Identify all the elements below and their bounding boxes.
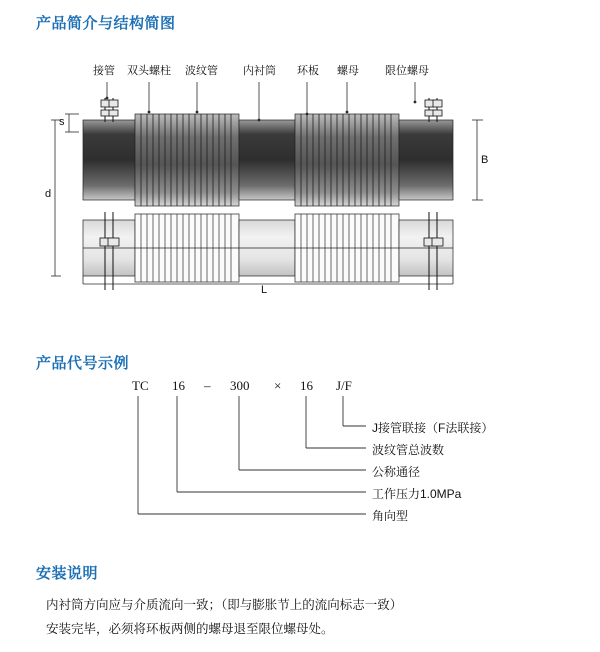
callout-label-liner: 内衬筒 [243,65,276,77]
dimension-label-l: L [261,284,268,296]
code-token-dash: – [204,378,211,393]
section-title-structure: 产品简介与结构简图 [36,15,176,32]
callout-label-limit-nut: 限位螺母 [385,65,429,77]
code-token-pressure: 16 [172,378,185,393]
code-desc-angular-type: 角向型 [372,509,409,523]
code-token-multiply: × [274,378,282,393]
install-note-1: 内衬筒方向应与介质流向一致；（即与膨胀节上的流向标志一致） [46,598,403,612]
product-code-diagram [36,378,564,538]
code-token-wave-count: 16 [300,378,313,393]
structure-diagram-svg [45,62,555,292]
callout-label-ring-plate: 环板 [297,65,319,77]
callout-label-stud-bolt: 双头螺柱 [127,65,171,77]
code-desc-nominal-diameter: 公称通径 [372,465,421,479]
code-desc-working-pressure: 工作压力1.0MPa [372,487,462,501]
callout-label-connecting-pipe: 接管 [93,65,115,77]
install-notes [46,596,566,644]
structure-diagram [45,62,555,296]
dimension-label-s: s [59,116,65,128]
dimension-label-b: B [481,154,489,166]
section-title-install: 安装说明 [36,565,99,582]
code-desc-wave-count: 波纹管总波数 [372,443,445,457]
install-note-2: 安装完毕，必须将环板两侧的螺母退至限位螺母处。 [46,622,334,636]
callout-label-nut: 螺母 [337,65,359,77]
code-desc-connection: J接管联接（F法联接） [372,421,494,435]
dimension-label-d: d [45,188,52,200]
callout-label-bellows: 波纹管 [185,65,218,77]
section-title-code: 产品代号示例 [36,355,130,372]
code-token-diameter: 300 [230,378,250,393]
code-token-connection: J/F [336,378,352,393]
code-token-series: TC [132,378,149,393]
product-code-leaders [36,378,564,538]
